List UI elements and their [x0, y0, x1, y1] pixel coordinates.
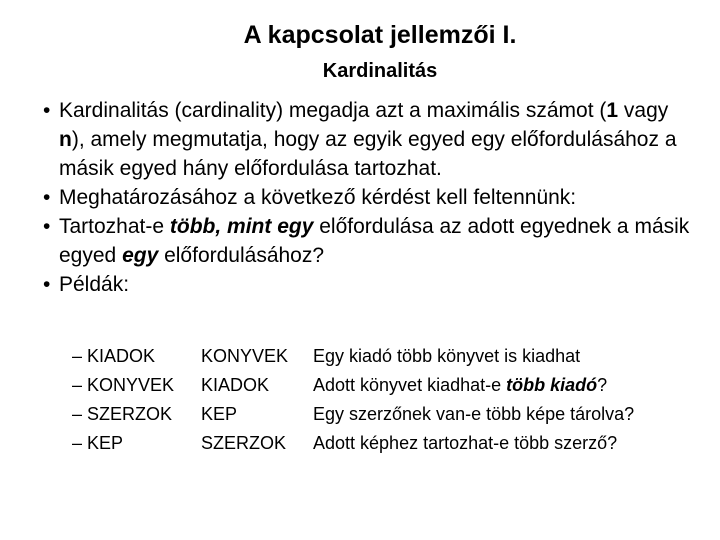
question-text: Egy kiadó több könyvet is kiadhat: [313, 346, 581, 366]
example-row: [72, 346, 634, 375]
entity-a: – KIADOK: [72, 346, 156, 366]
example-row: [72, 433, 634, 462]
example-row: [72, 375, 634, 404]
examples-table: [72, 346, 634, 462]
bullet-text: előfordulásához?: [158, 244, 325, 267]
question-text: ?: [597, 375, 608, 395]
bullet-cardinality-definition: [43, 96, 693, 183]
bullet-question: [43, 212, 693, 270]
question-text: Adott könyvet kiadhat-e: [313, 375, 507, 395]
entity-b: KONYVEK: [201, 346, 289, 366]
slide-title: A kapcsolat jellemzői I.: [243, 21, 517, 49]
question-text: Egy szerzőnek van-e több képe tárolva?: [313, 404, 635, 424]
example-question: [313, 346, 634, 375]
bullet-examples: [43, 270, 693, 299]
entity-a: – KEP: [72, 433, 124, 453]
emphasis-text: több, mint egy: [169, 215, 314, 238]
bullet-text: Kardinalitás (cardinality) megadja azt a maximális számot (: [59, 99, 607, 122]
entity-b: SZERZOK: [201, 433, 287, 453]
example-question: [313, 433, 634, 462]
bullet-question-intro: [43, 183, 693, 212]
value-n: n: [59, 128, 72, 151]
slide-subtitle: Kardinalitás: [322, 60, 438, 82]
example-row: [72, 404, 634, 433]
question-text: Adott képhez tartozhat-e több szerző?: [313, 433, 618, 453]
value-one: 1: [606, 99, 619, 122]
emphasis-text: egy: [122, 244, 159, 267]
bullet-list: [43, 96, 693, 299]
entity-a: – SZERZOK: [72, 404, 173, 424]
bullet-text: Tartozhat-e: [59, 215, 170, 238]
example-question: [313, 375, 634, 404]
bullet-text: Példák:: [59, 273, 130, 296]
example-question: [313, 404, 634, 433]
bullet-text: Meghatározásához a következő kérdést kell feltennünk:: [59, 186, 577, 209]
emphasis-text: több kiadó: [506, 375, 598, 395]
bullet-text: előfordulása az adott egyednek a másik egyed: [59, 215, 690, 267]
entity-b: KEP: [201, 404, 238, 424]
entity-b: KIADOK: [201, 375, 270, 395]
bullet-text: vagy: [618, 99, 669, 122]
bullet-text: ), amely megmutatja, hogy az egyik egyed egy előfordulásához a másik egyed hány előfordulása tartozhat.: [59, 128, 677, 180]
entity-a: – KONYVEK: [72, 375, 175, 395]
